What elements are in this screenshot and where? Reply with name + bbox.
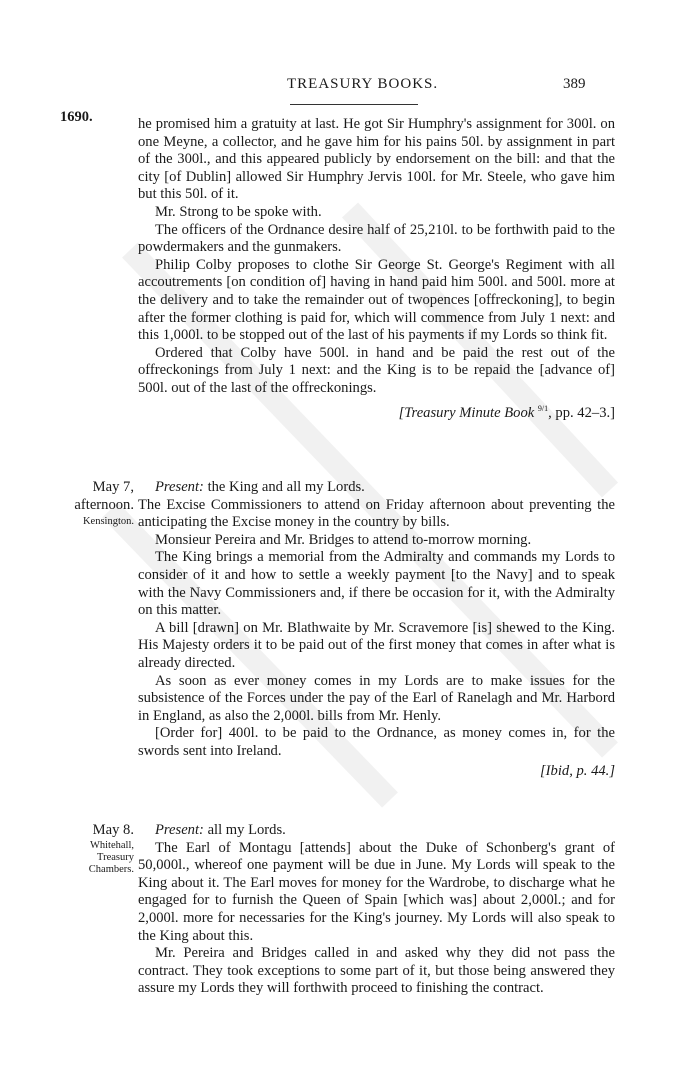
- paragraph: Mr. Strong to be spoke with.: [155, 203, 322, 220]
- paragraph: he promised him a gratuity at last. He got Sir Humphry's assignment for 300l. on one Meyne, a collector, and he gave him for his pains 50l. by assignment in part of the 300l., and this appeared publicly by endorsement on the bill: and that the city [of Dublin] allowed Sir Humphry Jervis 100l. for Mr. Steele, who gave him but this 50l. of it.: [138, 116, 615, 203]
- margin-place: Treasury: [97, 852, 134, 863]
- paragraph: As soon as ever money comes in my Lords are to make issues for the subsistence of the Forces under the pay of the Earl of Ranelagh and Mr. Harbord in England, as also the 2,000l. bills from Mr. Henly.: [138, 672, 615, 724]
- source-citation: [138, 763, 615, 781]
- present-label: Present:: [155, 822, 204, 838]
- paragraph: The King brings a memorial from the Admiralty and commands my Lords to consider of it and how to settle a weekly payment [to the Navy] and to speak with the Navy Commissioners and, if there be occasion for it, with the Admiralty on this matter.: [138, 549, 615, 619]
- paragraph: The Excise Commissioners to attend on Friday afternoon about preventing the anticipating the Excise money in the country by bills.: [138, 496, 615, 531]
- paragraph: A bill [drawn] on Mr. Blathwaite by Mr. Scravemore [is] shewed to the King. His Majesty orders it to be paid out of the first money that comes in after what is already directed.: [138, 619, 615, 671]
- margin-time: afternoon.: [74, 497, 134, 513]
- margin-date: May 8.: [92, 822, 134, 838]
- source-pages: , pp. 42–3.]: [548, 404, 615, 421]
- paragraph: The officers of the Ordnance desire half of 25,210l. to be forthwith paid to the powdermakers and the gunmakers.: [138, 221, 615, 256]
- page-number: 389: [563, 76, 586, 92]
- running-header: [0, 72, 674, 102]
- source-title: [Treasury Minute Book: [398, 404, 535, 421]
- paragraph: Mr. Pereira and Bridges called in and asked why they did not pass the contract. They took exceptions to some part of it, but those being answered they assure my Lords they will forthwith proceed to finishing the contract.: [138, 945, 615, 997]
- present-text: the King and all my Lords.: [207, 479, 365, 495]
- running-title: TREASURY BOOKS.: [287, 76, 439, 92]
- source-ibid: [Ibid, p. 44.]: [540, 762, 615, 779]
- present-label: Present:: [155, 479, 204, 495]
- margin-place: Chambers.: [88, 864, 134, 875]
- source-citation: [138, 400, 615, 422]
- paragraph: Monsieur Pereira and Mr. Bridges to attend to-morrow morning.: [155, 531, 532, 548]
- present-line: [138, 479, 615, 497]
- paragraph: The Earl of Montagu [attends] about the Duke of Schonberg's grant of 50,000l., whereof one payment will be due in June. My Lords will speak to the King about it. The Earl moves for money for the Wardrobe, to discharge what he engaged for to furnish the Queen of Spain [which was] about 2,000l.; and for 2,000l. more for necessaries for the King's journey. My Lords will also speak to the King about this.: [138, 839, 615, 944]
- header-rule: [290, 104, 418, 105]
- paragraph: Ordered that Colby have 500l. in hand and be paid the rest out of the offreckonings from July 1 next: and the King is to be repaid the [advance of] 500l. out of the last of the offreckonings.: [138, 344, 615, 396]
- paragraph: Philip Colby proposes to clothe Sir George St. George's Regiment with all accoutrements [on condition of] having in hand paid him 500l. and 500l. more at the delivery and to take the remainder out of twopences [offreckoning], to begin after the former clothing is paid for, which will commence from July 1 next: and this 1,000l. to be stopped out of the last of his payments if my Lords so think fit.: [138, 256, 615, 344]
- section-3: [138, 822, 615, 998]
- present-text: all my Lords.: [207, 822, 286, 838]
- paragraph: [Order for] 400l. to be paid to the Ordnance, as money comes in, for the swords sent into Ireland.: [138, 725, 615, 759]
- year-marginal: 1690.: [60, 109, 93, 125]
- section-2: [138, 479, 615, 780]
- source-volume: 9/1: [537, 403, 549, 413]
- margin-place: Whitehall,: [89, 840, 134, 851]
- margin-place: Kensington.: [82, 516, 134, 527]
- section-1: [138, 116, 615, 422]
- margin-date: May 7,: [92, 479, 134, 495]
- present-line: [138, 822, 615, 840]
